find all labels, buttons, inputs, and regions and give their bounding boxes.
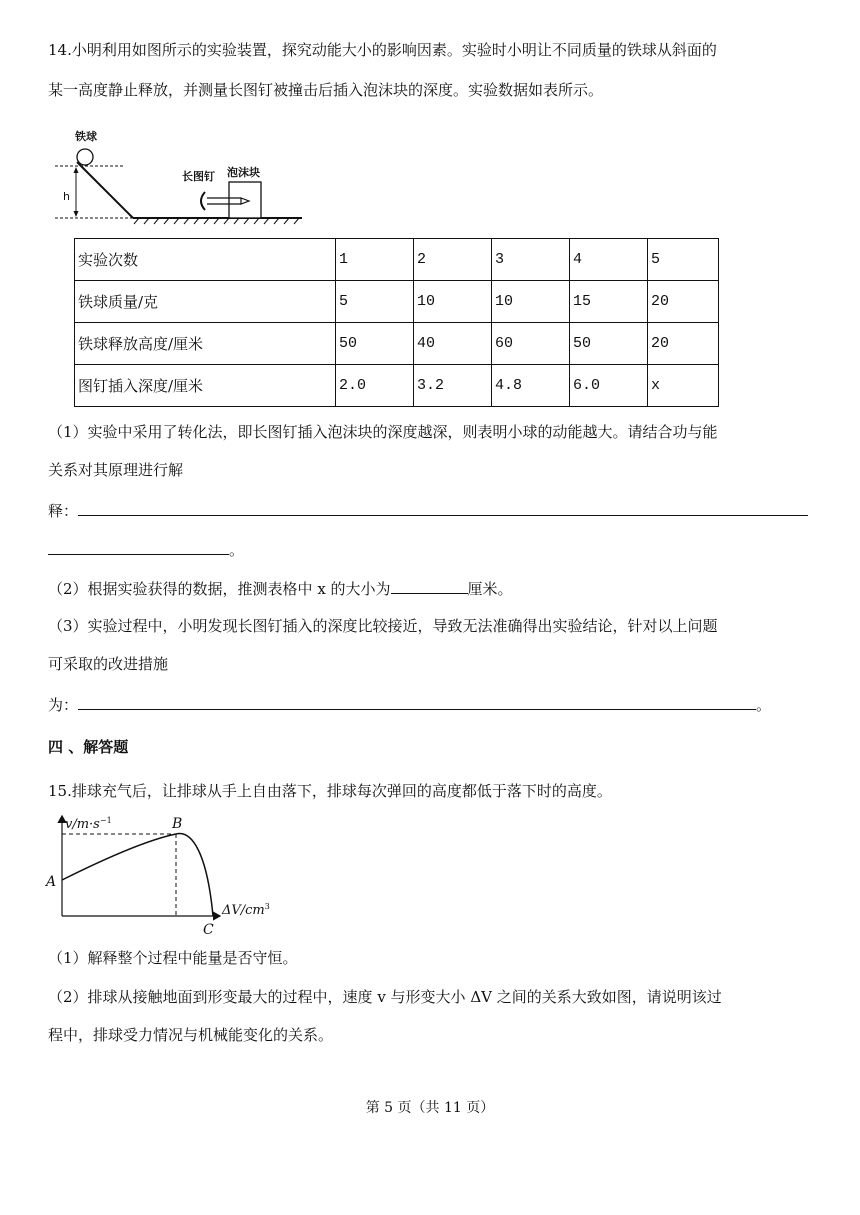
table-row	[75, 239, 719, 281]
h-label: h	[63, 190, 70, 203]
q14-part3-line1: （3）实验过程中，小明发现长图钉插入的深度比较接近，导致无法准确得出实验结论，针对以上问题	[48, 617, 718, 635]
table-cell: 6.0	[570, 365, 648, 407]
q15-velocity-graph	[42, 808, 292, 940]
q14-part1-line1: （1）实验中采用了转化法，即长图钉插入泡沫块的深度越深，则表明小球的动能越大。请结合功与能	[48, 423, 718, 441]
page-footer: 第 5 页（共 11 页）	[365, 1100, 495, 1116]
table-row-header-cell: 铁球释放高度/厘米	[75, 323, 336, 365]
table-row	[75, 281, 719, 323]
nail-head	[201, 192, 205, 210]
experiment-data-table	[74, 238, 719, 407]
q14-part1-answer-row	[48, 499, 808, 521]
q14-part1-answer-blank[interactable]	[78, 499, 808, 516]
q14-part1-line2: 关系对其原理进行解	[48, 461, 184, 479]
q14-part1-end: 。	[229, 541, 245, 559]
table-cell: 3	[492, 239, 570, 281]
q15-part2-line1: （2）排球从接触地面到形变最大的过程中，速度 v 与形变大小 ΔV 之间的关系大致如图，请说明该过	[48, 988, 722, 1006]
table-row	[75, 365, 719, 407]
ball-label: 铁球	[75, 130, 97, 143]
table-cell: 40	[414, 323, 492, 365]
table-cell: 2	[414, 239, 492, 281]
table-cell: 15	[570, 281, 648, 323]
q14-part1-answer-row2	[48, 538, 244, 560]
q14-part1-label: 释：	[48, 502, 79, 520]
table-row-header-cell: 铁球质量/克	[75, 281, 336, 323]
table-cell: 1	[336, 239, 414, 281]
q14-part2-answer-blank[interactable]	[391, 577, 468, 594]
table-row-header-cell: 图钉插入深度/厘米	[75, 365, 336, 407]
q14-part3-answer-blank[interactable]	[78, 693, 756, 710]
table-cell: 10	[492, 281, 570, 323]
velocity-curve	[62, 834, 213, 916]
q14-part2-unit: 厘米。	[467, 580, 513, 598]
iron-ball	[77, 149, 93, 165]
section-4-title: 四 、解答题	[48, 738, 129, 756]
q14-apparatus-diagram	[55, 124, 315, 234]
experiment-table-body	[75, 239, 719, 407]
ramp	[77, 162, 133, 218]
table-cell: 10	[414, 281, 492, 323]
foam-label: 泡沫块	[227, 166, 260, 179]
point-b-label: B	[172, 816, 183, 832]
q15-text-line1: 15.排球充气后，让排球从手上自由落下，排球每次弹回的高度都低于落下时的高度。	[48, 782, 612, 800]
q14-text-line1: 14.小明利用如图所示的实验装置，探究动能大小的影响因素。实验时小明让不同质量的铁球从斜面的	[48, 41, 717, 59]
q15-part1: （1）解释整个过程中能量是否守恒。	[48, 949, 298, 967]
q14-part3-answer-row	[48, 693, 771, 715]
x-axis-label: $\Delta V/cm^3$	[222, 902, 270, 918]
table-cell: 4	[570, 239, 648, 281]
nail-label: 长图钉	[182, 170, 215, 183]
table-row-header-cell: 实验次数	[75, 239, 336, 281]
q14-part2-row	[48, 577, 513, 599]
height-arrow-head-down	[74, 211, 79, 217]
table-cell: 50	[336, 323, 414, 365]
table-cell: 20	[648, 281, 719, 323]
table-cell: 3.2	[414, 365, 492, 407]
q14-text-line2: 某一高度静止释放，并测量长图钉被撞击后插入泡沫块的深度。实验数据如表所示。	[48, 81, 604, 99]
point-a-label: A	[46, 874, 57, 890]
q14-part3-end: 。	[756, 696, 772, 714]
table-cell: 50	[570, 323, 648, 365]
table-cell: 2.0	[336, 365, 414, 407]
y-axis-label: $v/m\cdot s^{-1}$	[65, 816, 112, 832]
q14-part3-line2: 可采取的改进措施	[48, 655, 169, 673]
q14-part3-label: 为：	[48, 696, 79, 714]
q14-part2-text: （2）根据实验获得的数据，推测表格中 x 的大小为	[48, 580, 391, 598]
table-cell: 60	[492, 323, 570, 365]
table-row	[75, 323, 719, 365]
table-cell: 4.8	[492, 365, 570, 407]
q15-part2-line2: 程中，排球受力情况与机械能变化的关系。	[48, 1026, 334, 1044]
q14-part1-answer-blank-2[interactable]	[48, 538, 229, 555]
table-cell: 20	[648, 323, 719, 365]
table-cell: 5	[336, 281, 414, 323]
table-cell: 5	[648, 239, 719, 281]
table-cell: x	[648, 365, 719, 407]
height-arrow-head-up	[74, 167, 79, 173]
point-c-label: C	[203, 922, 214, 938]
